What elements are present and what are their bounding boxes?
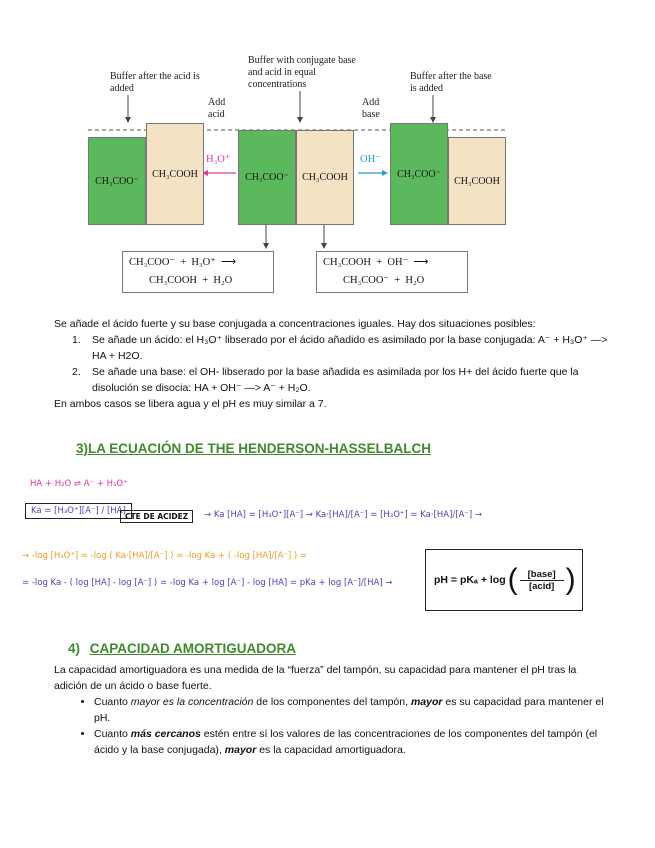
b2-a: Cuanto <box>94 728 131 740</box>
hw-reaction: HA + H₂O ⇌ A⁻ + H₃O⁺ <box>30 479 128 489</box>
hw-step1-text: → Ka [HA] = [H₃O⁺][A⁻] → Ka·[HA]/[A⁻] = [H₃O⁺] = Ka·[HA]/[A⁻] → <box>204 510 483 520</box>
bar-right-ch3coo: CH₃COO⁻ <box>390 123 448 225</box>
list-item-2: 2. Se añade una base: el OH- libserado por la base añadida es asimilada por los H+ del ácido fuerte que la disolución se disocia: HA + OH⁻ —> A⁻ + H₂O. <box>54 364 609 396</box>
formula-paren-close: ) <box>565 563 576 596</box>
item2-text: Se añade una base: el OH- libserado por la base añadida es asimilada por los H+ del ácido fuerte que la disolución se disocia: HA + OH⁻ —> A⁻ + H₂O. <box>92 366 579 394</box>
formula-num: [base] <box>527 568 556 580</box>
label-buffer-after-acid: Buffer after the acid is added <box>110 71 200 94</box>
bar-center-ch3coo: CH₃COO⁻ <box>238 130 296 225</box>
formula-lhs: pH = pKₐ + log <box>434 574 506 586</box>
buffer-diagram <box>88 55 508 305</box>
label-add-base: Add base <box>362 97 380 120</box>
b2-em1: más cercanos <box>130 728 201 740</box>
eq-base-line2: CH₃COO⁻ + H₂O <box>343 275 425 286</box>
hw-step1 <box>204 510 482 520</box>
hw-step3 <box>22 578 392 588</box>
heading-henderson: 3)LA ECUACIÓN DE THE HENDERSON-HASSELBALCH <box>76 441 432 456</box>
oh-ion-label: OH⁻ <box>360 154 381 165</box>
bar-center-ch3cooh: CH₃COOH <box>296 130 354 225</box>
final-formula-box <box>425 549 583 611</box>
hw-ka-def: Ka = [H₃O⁺][A⁻] / [HA] <box>31 506 126 516</box>
hw-cte-box: CTE DE ACIDEZ <box>120 510 193 523</box>
b1-em1: mayor es la concentración <box>130 696 254 708</box>
section-capacidad <box>54 662 609 758</box>
b1-em2: mayor <box>410 696 443 708</box>
eq-base-line1: CH₃COOH + OH⁻ ⟶ <box>323 257 429 268</box>
label-buffer-equal: Buffer with conjugate base and acid in equal concentrations <box>248 55 356 90</box>
b2-em2: mayor <box>224 744 257 756</box>
hw-ka-box <box>25 503 132 519</box>
hw-step2-text: → -log [H₃O⁺] = -log ( Ka·[HA]/[A⁻] ) = -log Ka + ( -log [HA]/[A⁻] ) = <box>22 551 308 561</box>
bullet-cercanos <box>94 726 609 758</box>
eq-acid-line1: CH₃COO⁻ + H₃O⁺ ⟶ <box>129 257 237 268</box>
b1-c: es su capacidad para mantener el pH. <box>94 696 604 724</box>
b2-c: es la capacidad amortiguadora. <box>256 744 406 756</box>
bar-left-ch3cooh: CH₃COOH <box>146 123 204 225</box>
b1-a: Cuanto <box>94 696 131 708</box>
label-add-acid: Add acid <box>208 97 226 120</box>
section-buffer-explanation <box>54 316 609 412</box>
bullet-concentracion <box>94 694 609 726</box>
capacidad-intro: La capacidad amortiguadora es una medida de la “fuerza” del tampón, su capacidad para mantener el pH tras la adición de un ácido o base fuerte. <box>54 664 577 692</box>
formula-paren: ( <box>507 563 518 596</box>
eq-box-base <box>316 251 468 293</box>
h3o-ion-label: H₃O⁺ <box>206 154 231 165</box>
b1-b: de los componentes del tampón, <box>253 696 411 708</box>
intro-text: Se añade el ácido fuerte y su base conjugada a concentraciones iguales. Hay dos situaciones posibles: <box>54 318 536 330</box>
bar-right-ch3cooh: CH₃COOH <box>448 137 506 225</box>
heading-capacidad-num: 4) <box>68 641 81 656</box>
hw-step3-text: = -log Ka - ( log [HA] - log [A⁻] ) = -log Ka + log [A⁻] - log [HA] = pKa + log [A⁻]/[HA] → <box>22 578 393 588</box>
conclusion-text: En ambos casos se libera agua y el pH es muy similar a 7. <box>54 398 327 410</box>
formula-den: [acid] <box>528 580 555 592</box>
heading-capacidad-text: CAPACIDAD AMORTIGUADORA <box>89 641 297 656</box>
bar-left-ch3coo: CH₃COO⁻ <box>88 137 146 225</box>
eq-box-acid <box>122 251 274 293</box>
hw-step2 <box>22 551 307 561</box>
list-item-1: 1. Se añade un ácido: el H₃O⁺ libserado por el ácido añadido es asimilado por la base conjugada: A⁻ + H₃O⁺ —> HA + H2O. <box>72 334 608 362</box>
b2-b: estén entre sí los valores de las concentraciones de los componentes del tampón (el ácido y la base conjugada), <box>94 728 598 756</box>
heading-capacidad <box>68 641 296 656</box>
eq-acid-line2: CH₃COOH + H₂O <box>149 275 233 286</box>
formula-fraction <box>520 569 564 592</box>
label-buffer-after-base: Buffer after the base is added <box>410 71 492 94</box>
item1-text: Se añade un ácido: el H₃O⁺ libserado por el ácido añadido es asimilado por la base conjugada: A⁻ + H₃O⁺ —> HA + H2O. <box>92 334 608 362</box>
